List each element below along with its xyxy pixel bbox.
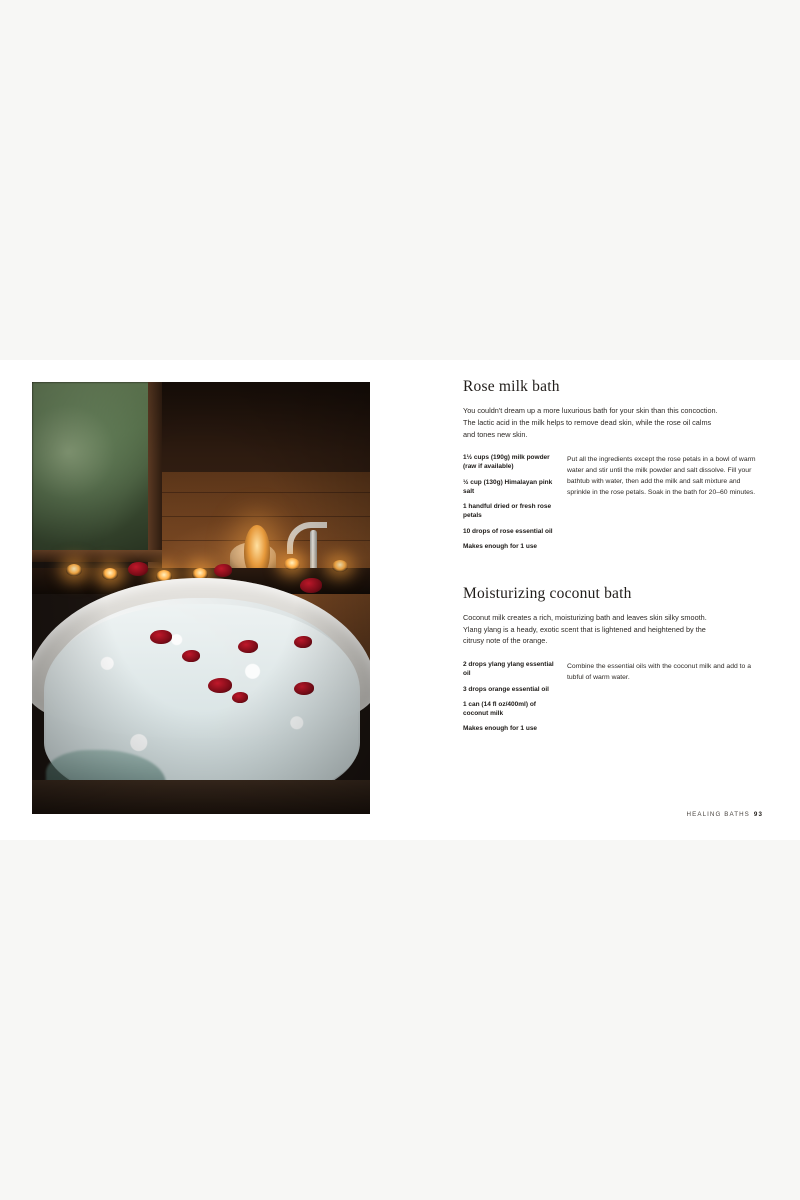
- ingredient-item: 2 drops ylang ylang essential oil: [463, 661, 554, 678]
- recipe-title: Moisturizing coconut bath: [463, 584, 632, 602]
- recipe-method: Combine the essential oils with the coconut milk and add to a tubful of warm water.: [567, 663, 751, 682]
- bathtub-photo: [32, 382, 370, 814]
- recipe-intro: You couldn't dream up a more luxurious bath for your skin than this concoction. The lactic acid in the milk helps to remove dead skin, while the rose oil calms and tones new skin.: [463, 406, 718, 439]
- ingredient-item: 1 handful dried or fresh rose petals: [463, 503, 552, 520]
- yield-note: Makes enough for 1 use: [463, 543, 538, 551]
- page-footer: [687, 811, 763, 818]
- recipe-method: Put all the ingredients except the rose petals in a bowl of warm water and stir until the milk powder and salt dissolve. Fill your bathtub with water, then add the milk and salt mixture and sprinkle in the rose petals. Soak in the bath for 20–60 minutes.: [567, 456, 756, 497]
- footer-section-label: HEALING BATHS: [686, 811, 750, 818]
- ingredient-item: 3 drops orange essential oil: [463, 685, 549, 693]
- recipe-title: Rose milk bath: [463, 378, 560, 395]
- ingredient-item: 10 drops of rose essential oil: [463, 527, 553, 535]
- ingredient-item: 1 can (14 fl oz/400ml) of coconut milk: [463, 701, 536, 717]
- recipe-moisturizing-coconut-bath: [463, 585, 763, 741]
- ingredient-item: 1½ cups (190g) milk powder (raw if available): [463, 454, 550, 471]
- ingredient-item: ½ cup (130g) Himalayan pink salt: [463, 478, 553, 495]
- yield-note: Makes enough for 1 use: [463, 725, 538, 733]
- recipe-rose-milk-bath: [463, 378, 763, 559]
- book-page-spread: [0, 360, 800, 840]
- ingredient-list: [463, 661, 561, 741]
- page-number: 93: [753, 811, 763, 818]
- ingredient-list: [463, 454, 561, 558]
- photo-vignette: [32, 382, 370, 814]
- recipes-column: [463, 378, 763, 741]
- recipe-intro: Coconut milk creates a rich, moisturizing bath and leaves skin silky smooth. Ylang ylang is a heady, exotic scent that is lightened and heightened by the citrusy note of the orange.: [463, 612, 707, 646]
